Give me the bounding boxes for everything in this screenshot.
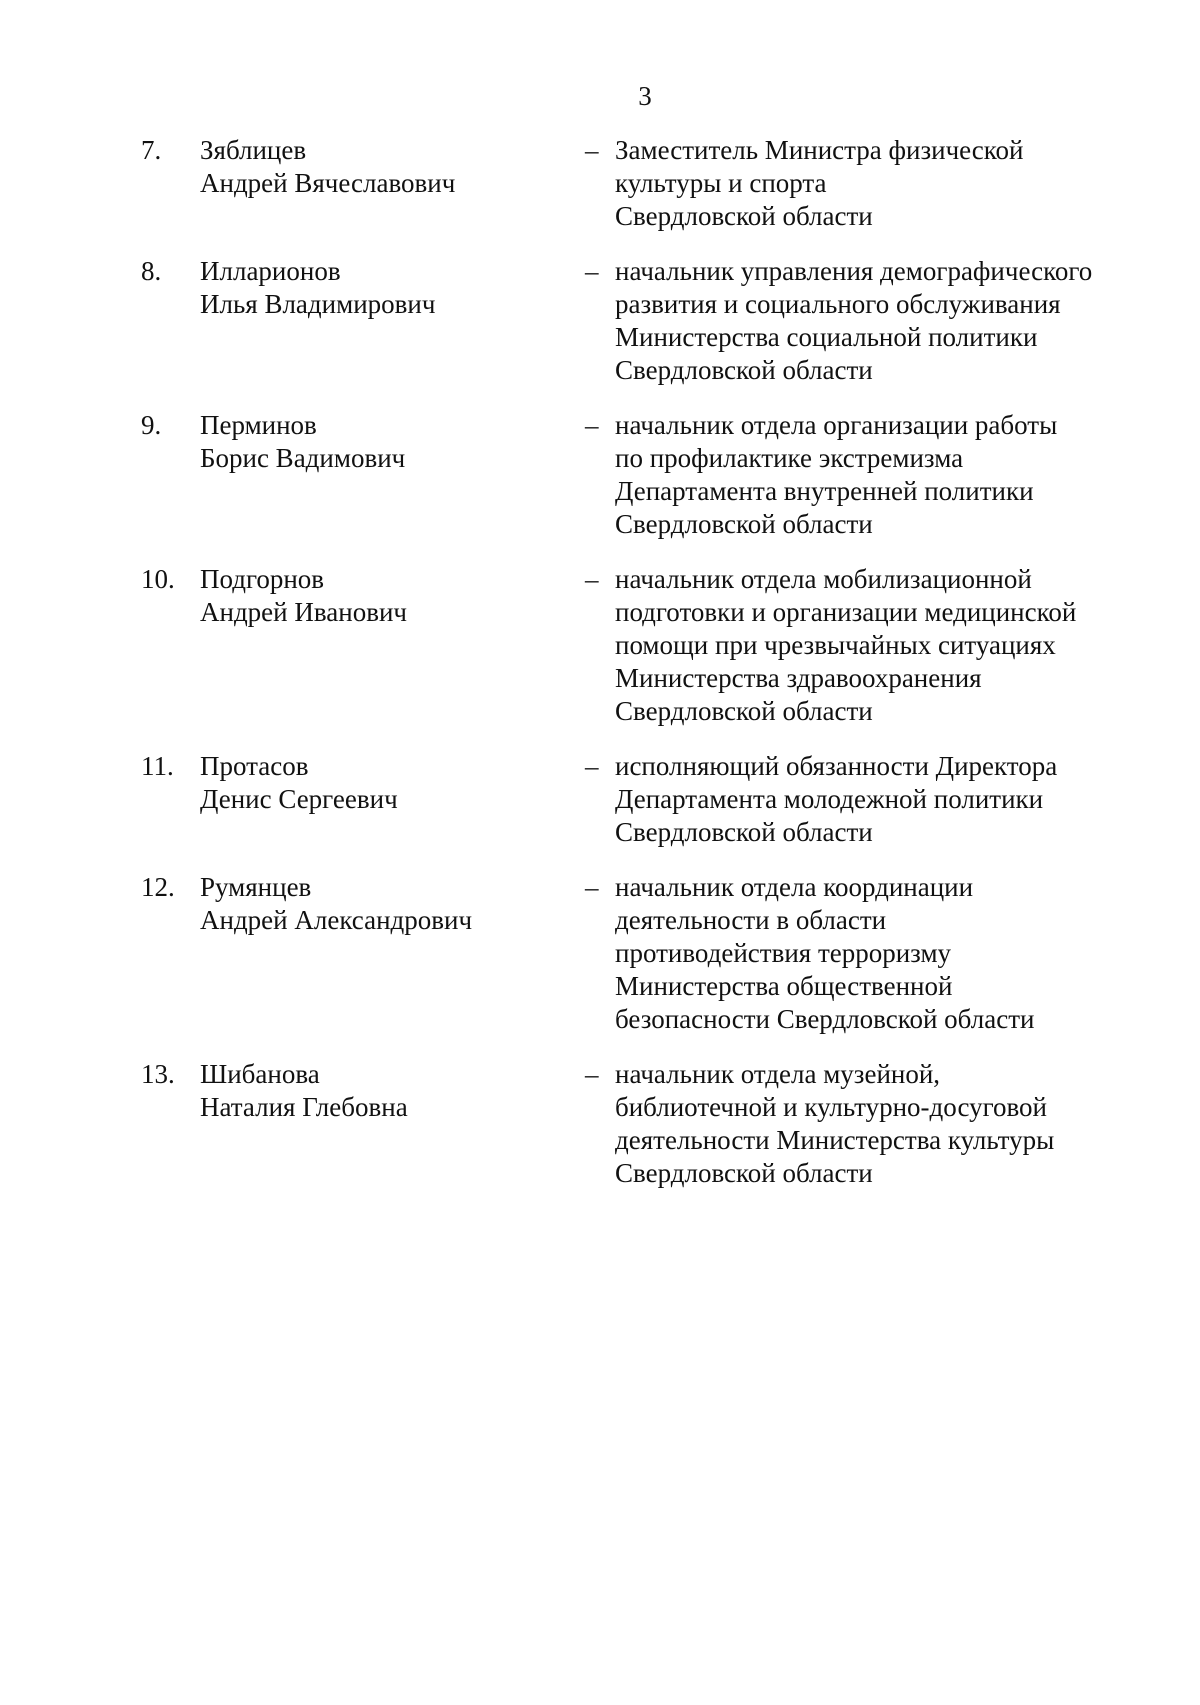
given-names: Денис Сергеевич <box>200 784 398 814</box>
item-number: 13. <box>141 1059 175 1089</box>
position-line: противодействия терроризму <box>615 938 952 968</box>
list-item <box>0 255 1200 387</box>
person-name <box>200 871 580 937</box>
person-name <box>200 1058 580 1124</box>
dash-separator: – <box>585 872 599 902</box>
position-line: деятельности в области <box>615 905 887 935</box>
position-line: Свердловской области <box>615 509 873 539</box>
position-line: деятельности Министерства культуры <box>615 1125 1055 1155</box>
position-line: начальник отдела организации работы <box>615 410 1058 440</box>
position-line: развития и социального обслуживания <box>615 289 1061 319</box>
dash-separator: – <box>585 564 599 594</box>
surname: Илларионов <box>200 256 341 286</box>
position-line: подготовки и организации медицинской <box>615 597 1077 627</box>
person-name <box>200 134 580 200</box>
position-line: Свердловской области <box>615 201 873 231</box>
dash-separator: – <box>585 1059 599 1089</box>
dash-separator: – <box>585 751 599 781</box>
item-number: 12. <box>141 872 175 902</box>
dash-separator: – <box>585 410 599 440</box>
position-line: начальник отдела координации <box>615 872 974 902</box>
given-names: Борис Вадимович <box>200 443 406 473</box>
dash-separator: – <box>585 256 599 286</box>
item-number: 7. <box>141 135 162 165</box>
item-number: 8. <box>141 256 162 286</box>
item-number: 10. <box>141 564 175 594</box>
person-name <box>200 750 580 816</box>
surname: Румянцев <box>200 872 312 902</box>
person-name <box>200 563 580 629</box>
position-line: Департамента внутренней политики <box>615 476 1034 506</box>
list-item <box>0 1058 1200 1190</box>
list-item <box>0 871 1200 1036</box>
position-title <box>615 1058 1175 1190</box>
given-names: Андрей Александрович <box>200 905 473 935</box>
given-names: Андрей Иванович <box>200 597 407 627</box>
position-line: безопасности Свердловской области <box>615 1004 1035 1034</box>
position-line: культуры и спорта <box>615 168 827 198</box>
surname: Протасов <box>200 751 309 781</box>
surname: Зяблицев <box>200 135 307 165</box>
list-item <box>0 134 1200 233</box>
item-number: 11. <box>141 751 174 781</box>
position-line: начальник отдела музейной, <box>615 1059 941 1089</box>
position-line: Свердловской области <box>615 355 873 385</box>
position-line: исполняющий обязанности Директора <box>615 751 1058 781</box>
position-line: библиотечной и культурно-досуговой <box>615 1092 1047 1122</box>
position-line: Свердловской области <box>615 1158 873 1188</box>
given-names: Андрей Вячеславович <box>200 168 456 198</box>
person-name <box>200 255 580 321</box>
list-item <box>0 563 1200 728</box>
given-names: Илья Владимирович <box>200 289 436 319</box>
position-title <box>615 134 1175 233</box>
list-item <box>0 409 1200 541</box>
position-line: по профилактике экстремизма <box>615 443 964 473</box>
surname: Подгорнов <box>200 564 325 594</box>
position-line: Заместитель Министра физической <box>615 135 1024 165</box>
position-line: помощи при чрезвычайных ситуациях <box>615 630 1056 660</box>
position-line: Министерства общественной <box>615 971 953 1001</box>
position-line: Свердловской области <box>615 817 873 847</box>
position-line: Департамента молодежной политики <box>615 784 1044 814</box>
position-line: Министерства здравоохранения <box>615 663 982 693</box>
position-line: начальник управления демографического <box>615 256 1093 286</box>
member-list <box>0 134 1200 1190</box>
position-line: Свердловской области <box>615 696 873 726</box>
person-name <box>200 409 580 475</box>
position-title <box>615 871 1175 1036</box>
position-line: Министерства социальной политики <box>615 322 1038 352</box>
position-title <box>615 409 1175 541</box>
given-names: Наталия Глебовна <box>200 1092 408 1122</box>
position-title <box>615 255 1175 387</box>
surname: Шибанова <box>200 1059 320 1089</box>
item-number: 9. <box>141 410 162 440</box>
surname: Перминов <box>200 410 317 440</box>
position-title <box>615 750 1175 849</box>
dash-separator: – <box>585 135 599 165</box>
list-item <box>0 750 1200 849</box>
position-line: начальник отдела мобилизационной <box>615 564 1032 594</box>
page-number: 3 <box>638 81 652 111</box>
position-title <box>615 563 1175 728</box>
